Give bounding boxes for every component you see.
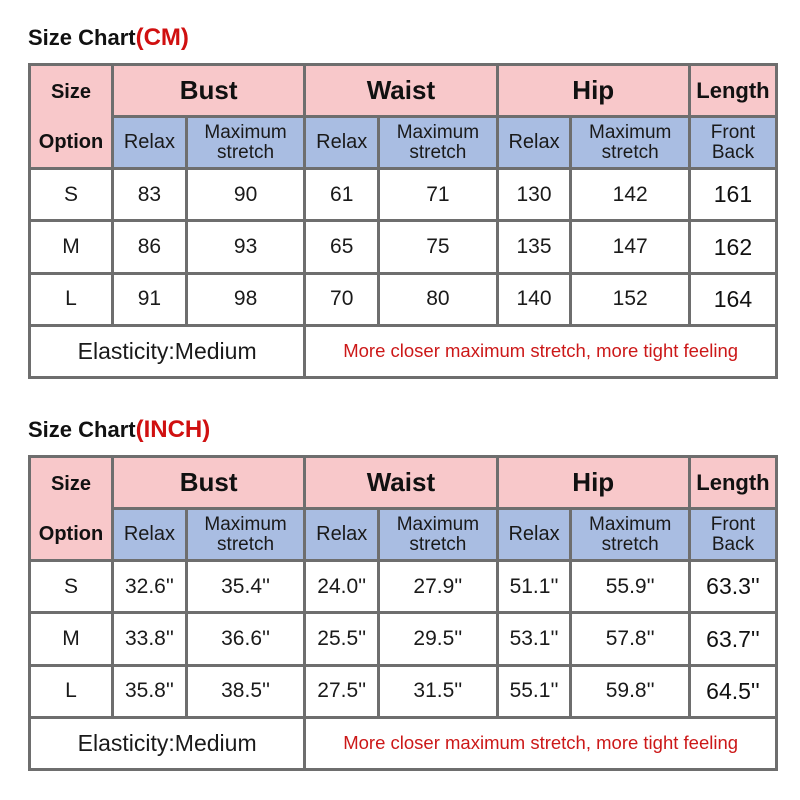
hip-max-cell-text: 55.9'': [605, 574, 655, 598]
waist-relax-cell-text: 70: [330, 287, 354, 311]
length-cell-text: 164: [713, 285, 753, 312]
waist-relax-cell: [306, 614, 377, 663]
size-header-line2: Option: [38, 130, 104, 153]
hip-max-cell-text: 57.8'': [605, 627, 655, 651]
size-chart-cm-title-prefix: Size Chart: [28, 25, 136, 50]
size-cell-text: M: [62, 627, 80, 651]
hip-relax-cell: [499, 614, 570, 663]
bust-relax-cell-text: 35.8'': [124, 679, 174, 703]
hip-max-cell-text: 152: [612, 287, 648, 311]
waist-relax-cell: [306, 667, 377, 716]
size-option-header: [31, 66, 111, 167]
size-option-header: [31, 458, 111, 559]
bust-max-cell: [188, 170, 303, 219]
size-cell: [31, 667, 111, 716]
hip-relax-cell-text: 53.1'': [509, 627, 559, 651]
bust-relax-header: [114, 510, 185, 559]
waist-max-cell: [380, 614, 495, 663]
size-cell-text: S: [63, 574, 78, 598]
front-back-header: [691, 510, 775, 559]
hip-relax-cell-text: 55.1'': [509, 679, 559, 703]
front-back-header: [691, 118, 775, 167]
hip-relax-cell-text: 140: [516, 287, 552, 311]
hip-max-cell-text: 147: [612, 235, 648, 259]
table-row: [31, 275, 775, 324]
size-chart-inch-title-prefix: Size Chart: [28, 417, 136, 442]
stretch-label: stretch: [217, 141, 275, 163]
waist-maximum-stretch-header: [380, 118, 495, 167]
bust-relax-cell-text: 86: [137, 235, 162, 259]
hip-relax-header-text: Relax: [508, 131, 560, 154]
waist-maximum-stretch-header: [380, 510, 495, 559]
hip-relax-header: [499, 510, 570, 559]
length-cell-text: 64.5'': [706, 677, 760, 704]
length-header-text: Length: [696, 77, 770, 103]
waist-relax-cell-text: 24.0'': [317, 574, 367, 598]
hip-relax-cell-text: 130: [516, 182, 552, 206]
hip-header-text: Hip: [572, 75, 615, 106]
length-cell: [691, 614, 775, 663]
waist-header: [306, 66, 495, 115]
waist-header-text: Waist: [366, 75, 436, 106]
size-cell-text: S: [63, 182, 78, 206]
header-row-sub: [31, 118, 775, 167]
bust-max-cell-text: 36.6'': [221, 627, 271, 651]
length-cell: [691, 275, 775, 324]
hip-max-cell: [572, 667, 687, 716]
waist-header-text: Waist: [366, 467, 436, 498]
bust-header: [114, 458, 303, 507]
waist-max-cell-text: 27.9'': [413, 574, 463, 598]
table-row: [31, 170, 775, 219]
bust-relax-cell: [114, 667, 185, 716]
length-cell: [691, 170, 775, 219]
bust-relax-cell-text: 33.8'': [124, 627, 174, 651]
footer-row: [31, 327, 775, 376]
maximum-label: Maximum: [204, 513, 287, 535]
size-cell-text: M: [62, 235, 80, 259]
hip-maximum-stretch-header: [572, 510, 687, 559]
maximum-label: Maximum: [589, 513, 672, 535]
bust-max-cell-text: 93: [233, 235, 258, 259]
hip-max-cell: [572, 614, 687, 663]
hip-relax-header: [499, 118, 570, 167]
size-chart-cm-table: [28, 63, 778, 379]
length-cell: [691, 222, 775, 271]
size-cell-text: L: [65, 679, 77, 703]
stretch-label: stretch: [409, 141, 467, 163]
size-cell: [31, 614, 111, 663]
stretch-note-cell-text: More closer maximum stretch, more tight feeling: [343, 340, 739, 362]
length-cell-text: 161: [713, 181, 753, 208]
bust-max-cell: [188, 222, 303, 271]
size-chart-inch-unit: (INCH): [135, 416, 211, 443]
waist-relax-cell: [306, 275, 377, 324]
stretch-note-cell: [306, 719, 775, 768]
waist-relax-header-text: Relax: [316, 523, 368, 546]
stretch-label: stretch: [217, 533, 275, 555]
waist-relax-cell-text: 65: [330, 235, 354, 259]
bust-relax-cell: [114, 275, 185, 324]
bust-max-cell-text: 35.4'': [221, 574, 271, 598]
elasticity-cell: [31, 719, 303, 768]
waist-max-cell: [380, 562, 495, 611]
maximum-label: Maximum: [396, 513, 480, 535]
front-label: Front: [710, 513, 756, 535]
hip-relax-cell: [499, 170, 570, 219]
footer-row: [31, 719, 775, 768]
hip-max-cell: [572, 222, 687, 271]
bust-relax-cell-text: 83: [137, 182, 162, 206]
length-header: [691, 458, 775, 507]
hip-relax-cell-text: 135: [516, 235, 552, 259]
waist-relax-cell-text: 61: [330, 182, 354, 206]
waist-relax-cell: [306, 222, 377, 271]
size-header-line1: Size: [50, 472, 91, 495]
stretch-label: stretch: [409, 533, 467, 555]
maximum-label: Maximum: [589, 121, 672, 143]
elasticity-cell-text: Elasticity:Medium: [77, 337, 257, 364]
waist-relax-header: [306, 510, 377, 559]
hip-header: [499, 458, 688, 507]
stretch-label: stretch: [601, 141, 659, 163]
length-header-text: Length: [696, 469, 770, 495]
waist-relax-header-text: Relax: [316, 131, 368, 154]
waist-max-cell-text: 29.5'': [413, 627, 463, 651]
size-cell-text: L: [65, 287, 77, 311]
waist-header: [306, 458, 495, 507]
maximum-label: Maximum: [396, 121, 480, 143]
hip-max-cell: [572, 562, 687, 611]
front-label: Front: [710, 121, 756, 143]
back-label: Back: [711, 533, 755, 555]
bust-max-cell-text: 98: [233, 287, 258, 311]
size-cell: [31, 222, 111, 271]
length-cell: [691, 562, 775, 611]
size-chart-cm-title: [28, 24, 189, 52]
bust-header-text: Bust: [179, 467, 238, 498]
size-cell: [31, 562, 111, 611]
hip-max-cell: [572, 275, 687, 324]
stretch-note-cell-text: More closer maximum stretch, more tight feeling: [343, 732, 739, 754]
table-row: [31, 562, 775, 611]
bust-relax-cell: [114, 614, 185, 663]
table-row: [31, 614, 775, 663]
size-cell: [31, 170, 111, 219]
size-cell: [31, 275, 111, 324]
bust-max-cell: [188, 275, 303, 324]
bust-relax-cell-text: 91: [137, 287, 162, 311]
bust-header-text: Bust: [179, 75, 238, 106]
waist-max-cell-text: 31.5'': [413, 679, 463, 703]
waist-relax-cell-text: 25.5'': [317, 627, 367, 651]
hip-max-cell: [572, 170, 687, 219]
waist-relax-header: [306, 118, 377, 167]
elasticity-cell-text: Elasticity:Medium: [77, 729, 257, 756]
bust-max-cell: [188, 614, 303, 663]
length-cell: [691, 667, 775, 716]
bust-relax-header: [114, 118, 185, 167]
bust-max-cell-text: 90: [233, 182, 258, 206]
waist-max-cell-text: 75: [426, 235, 450, 259]
table-row: [31, 667, 775, 716]
waist-relax-cell-text: 27.5'': [317, 679, 367, 703]
header-row-groups: [31, 66, 775, 115]
size-header-line2: Option: [38, 522, 104, 545]
waist-max-cell-text: 80: [426, 287, 450, 311]
header-row-sub: [31, 510, 775, 559]
bust-max-cell: [188, 562, 303, 611]
hip-relax-header-text: Relax: [508, 523, 560, 546]
hip-max-cell-text: 142: [612, 182, 648, 206]
waist-max-cell: [380, 170, 495, 219]
size-header-line1: Size: [50, 80, 91, 103]
hip-relax-cell: [499, 222, 570, 271]
hip-relax-cell: [499, 667, 570, 716]
bust-max-cell: [188, 667, 303, 716]
size-chart-inch-title: [28, 416, 210, 444]
waist-max-cell-text: 71: [426, 182, 450, 206]
size-chart-inch-table: [28, 455, 778, 771]
length-header: [691, 66, 775, 115]
bust-relax-cell: [114, 170, 185, 219]
size-chart-cm-unit: (CM): [135, 24, 189, 51]
bust-maximum-stretch-header: [188, 510, 303, 559]
maximum-label: Maximum: [204, 121, 287, 143]
hip-relax-cell-text: 51.1'': [509, 574, 559, 598]
header-row-groups: [31, 458, 775, 507]
hip-header: [499, 66, 688, 115]
waist-max-cell: [380, 275, 495, 324]
stretch-note-cell: [306, 327, 775, 376]
back-label: Back: [711, 141, 755, 163]
bust-max-cell-text: 38.5'': [221, 679, 271, 703]
hip-relax-cell: [499, 275, 570, 324]
bust-maximum-stretch-header: [188, 118, 303, 167]
elasticity-cell: [31, 327, 303, 376]
bust-relax-header-text: Relax: [123, 523, 175, 546]
waist-max-cell: [380, 667, 495, 716]
length-cell-text: 63.3'': [706, 573, 760, 600]
waist-max-cell: [380, 222, 495, 271]
bust-relax-header-text: Relax: [123, 131, 175, 154]
waist-relax-cell: [306, 170, 377, 219]
table-row: [31, 222, 775, 271]
hip-maximum-stretch-header: [572, 118, 687, 167]
bust-relax-cell-text: 32.6'': [124, 574, 174, 598]
stretch-label: stretch: [601, 533, 659, 555]
bust-header: [114, 66, 303, 115]
hip-relax-cell: [499, 562, 570, 611]
length-cell-text: 162: [713, 233, 753, 260]
hip-max-cell-text: 59.8'': [605, 679, 655, 703]
bust-relax-cell: [114, 222, 185, 271]
waist-relax-cell: [306, 562, 377, 611]
length-cell-text: 63.7'': [706, 625, 760, 652]
hip-header-text: Hip: [572, 467, 615, 498]
bust-relax-cell: [114, 562, 185, 611]
